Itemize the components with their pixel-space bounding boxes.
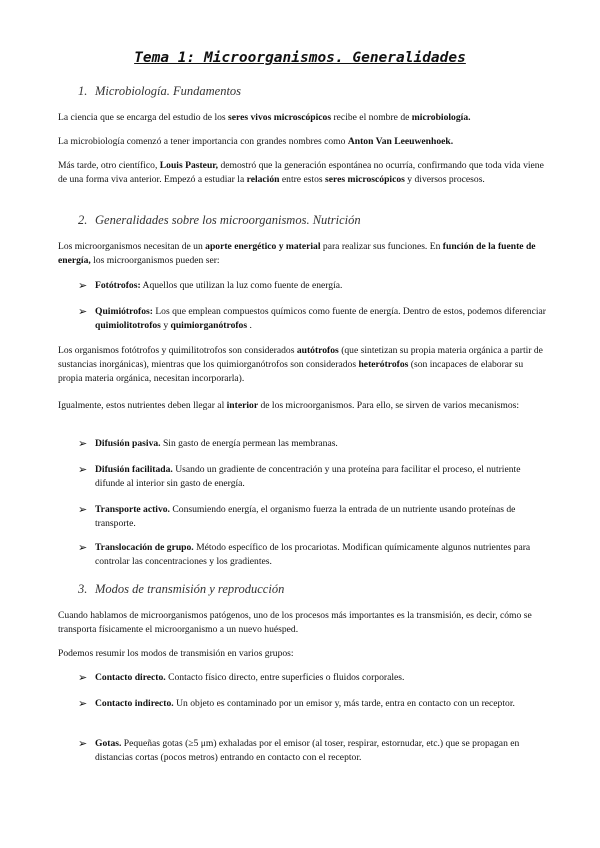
arrow-bullet-icon: ➢ — [78, 698, 88, 710]
list-item: ➢ Quimiótrofos: Los que emplean compuestos químicos como fuente de energía. Dentro de estos, podemos diferenciar quimiolitotrofos y quimiorganótrofos . — [78, 306, 546, 331]
section-number: 1. — [78, 84, 88, 98]
list-item: ➢ Difusión facilitada. Usando un gradiente de concentración y una proteína para facilitar el proceso, el nutriente difunde al interior sin gasto de energía. — [78, 464, 521, 489]
section-number: 2. — [78, 213, 88, 227]
arrow-bullet-icon: ➢ — [78, 438, 88, 450]
arrow-bullet-icon: ➢ — [78, 504, 88, 516]
section-title: Generalidades sobre los microorganismos. Nutrición — [95, 213, 361, 227]
paragraph-6: Igualmente, estos nutrientes deben llegar al interior de los microorganismos. Para ello, se sirven de varios mecanismos: — [58, 400, 520, 411]
list-item: ➢ Contacto indirecto. Un objeto es contaminado por un emisor y, más tarde, entra en contacto con un receptor. — [78, 698, 515, 710]
arrow-bullet-icon: ➢ — [78, 280, 88, 292]
paragraph-2: La microbiología comenzó a tener importancia con grandes nombres como Anton Van Leeuwenhoek. — [58, 136, 454, 147]
list-item: ➢ Translocación de grupo. Método específico de los procariotas. Modifican químicamente algunos nutrientes para controlar las concentraciones y los gradientes. — [78, 542, 531, 567]
section-heading-3 — [78, 582, 284, 597]
list-item: ➢ Gotas. Pequeñas gotas (≥5 μm) exhaladas por el emisor (al toser, respirar, estornudar, etc.) que se propagan en distancias cortas (pocos metros) entrando en contacto con el receptor. — [78, 738, 520, 763]
paragraph-1: La ciencia que se encarga del estudio de los seres vivos microscópicos recibe el nombre de microbiología. — [58, 112, 471, 123]
section-heading-1 — [78, 84, 241, 99]
list-item: ➢ Difusión pasiva. Sin gasto de energía permean las membranas. — [78, 438, 338, 450]
arrow-bullet-icon: ➢ — [78, 542, 88, 554]
section-title: Microbiología. Fundamentos — [95, 84, 242, 98]
section-number: 3. — [78, 582, 88, 596]
section-title: Modos de transmisión y reproducción — [95, 582, 285, 596]
page-title: Tema 1: Microorganismos. Generalidades — [134, 50, 466, 66]
arrow-bullet-icon: ➢ — [78, 738, 88, 750]
arrow-bullet-icon: ➢ — [78, 464, 88, 476]
paragraph-3: Más tarde, otro científico, Louis Pasteur, demostró que la generación espontánea no ocurría, confirmando que toda vida viene de una forma viva anterior. Empezó a estudiar la relación entre estos seres microscópicos y diversos procesos. — [58, 160, 544, 185]
arrow-bullet-icon: ➢ — [78, 672, 88, 684]
paragraph-7: Cuando hablamos de microorganismos patógenos, uno de los procesos más importantes es la transmisión, es decir, cómo se transporta físicamente el microorganismo a un nuevo huésped. — [58, 610, 532, 635]
list-item: ➢ Transporte activo. Consumiendo energía, el organismo fuerza la entrada de un nutriente usando proteínas de transporte. — [78, 504, 516, 529]
paragraph-4: Los microorganismos necesitan de un aporte energético y material para realizar sus funciones. En función de la fuente de energía, los microorganismos pueden ser: — [58, 241, 536, 266]
paragraph-8: Podemos resumir los modos de transmisión en varios grupos: — [58, 648, 294, 659]
paragraph-5: Los organismos fotótrofos y quimilitotrofos son considerados autótrofos (que sintetizan su propia materia orgánica a partir de sustancias inorgánicas), mientras que los quimiorganótrofos son considerados heterótrofos (son incapaces de elaborar su propia materia orgánica, necesitan incorporarla). — [58, 345, 543, 384]
section-heading-2 — [78, 213, 361, 228]
arrow-bullet-icon: ➢ — [78, 306, 88, 318]
list-item: ➢ Fotótrofos: Aquellos que utilizan la luz como fuente de energía. — [78, 280, 343, 292]
list-item: ➢ Contacto directo. Contacto físico directo, entre superficies o fluidos corporales. — [78, 672, 405, 684]
